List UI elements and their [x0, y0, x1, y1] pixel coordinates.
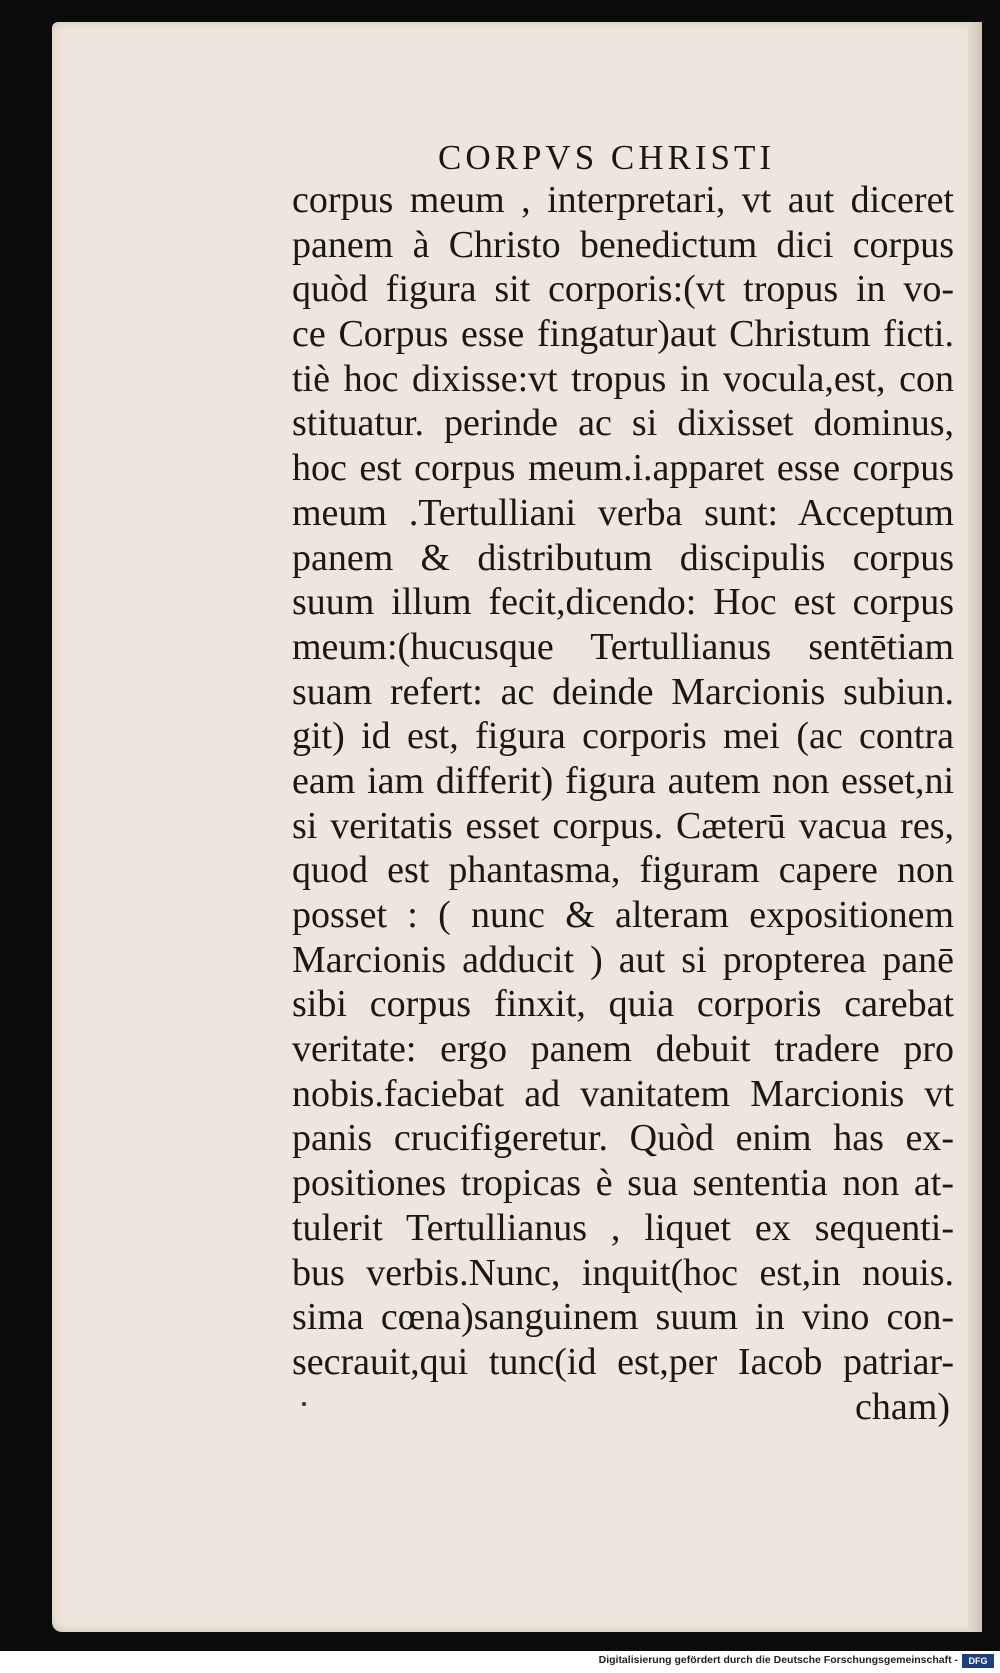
text-line: git) id est, figura corporis mei (ac contra [292, 715, 954, 758]
ink-speck [302, 1402, 306, 1406]
text-line: tiè hoc dixisse:vt tropus in vocula,est, con [292, 357, 954, 400]
text-line: eam iam differit) figura autem non esset,ni [292, 759, 954, 802]
catchword: cham) [855, 1385, 950, 1428]
running-header: CORPVS CHRISTI [438, 138, 776, 177]
page-body-text [292, 178, 954, 1429]
text-line: hoc est corpus meum.i.apparet esse corpus [292, 447, 954, 490]
text-line: veritate: ergo panem debuit tradere pro [292, 1028, 954, 1071]
footer-credit: Digitalisierung gefördert durch die Deutsche Forschungsgemeinschaft - [598, 1654, 958, 1666]
text-line: suam refert: ac deinde Marcionis subiun. [292, 670, 954, 713]
text-line: posset : ( nunc & alteram expositionem [292, 894, 954, 936]
text-line: quòd figura sit corporis:(vt tropus in vo- [292, 268, 954, 311]
text-line: stituatur. perinde ac si dixisset dominus, [292, 402, 954, 445]
text-line: corpus meum , interpretari, vt aut diceret [292, 179, 954, 221]
text-line: sima cœna)sanguinem suum in vino con- [292, 1296, 954, 1339]
text-line: sibi corpus finxit, quia corporis carebat [292, 983, 954, 1026]
text-line: tulerit Tertullianus , liquet ex sequenti- [292, 1206, 954, 1249]
text-line: suum illum fecit,dicendo: Hoc est corpus [292, 581, 954, 624]
text-line: meum .Tertulliani verba sunt: Acceptum [292, 491, 954, 534]
text-line: ce Corpus esse fingatur)aut Christum ficti. [292, 313, 954, 356]
digitization-footer [0, 1651, 1000, 1673]
text-line: panem & distributum discipulis corpus [292, 536, 954, 579]
text-line: panis crucifigeretur. Quòd enim has ex- [292, 1117, 954, 1160]
text-line: panem à Christo benedictum dici corpus [292, 223, 954, 266]
page-edge-shadow [968, 22, 982, 1632]
text-line: Marcionis adducit ) aut si propterea panē [292, 938, 954, 981]
text-line: positiones tropicas è sua sententia non at- [292, 1162, 954, 1205]
text-line: nobis.faciebat ad vanitatem Marcionis vt [292, 1072, 954, 1115]
dfg-logo: DFG [962, 1654, 994, 1668]
text-line: si veritatis esset corpus. Cæterū vacua res, [292, 804, 954, 847]
text-line: secrauit,qui tunc(id est,per Iacob patriar- [292, 1340, 954, 1383]
text-line: meum:(hucusque Tertullianus sentētiam [292, 625, 954, 668]
text-line: bus verbis.Nunc, inquit(hoc est,in nouis. [292, 1251, 954, 1294]
text-line: quod est phantasma, figuram capere non [292, 849, 954, 892]
